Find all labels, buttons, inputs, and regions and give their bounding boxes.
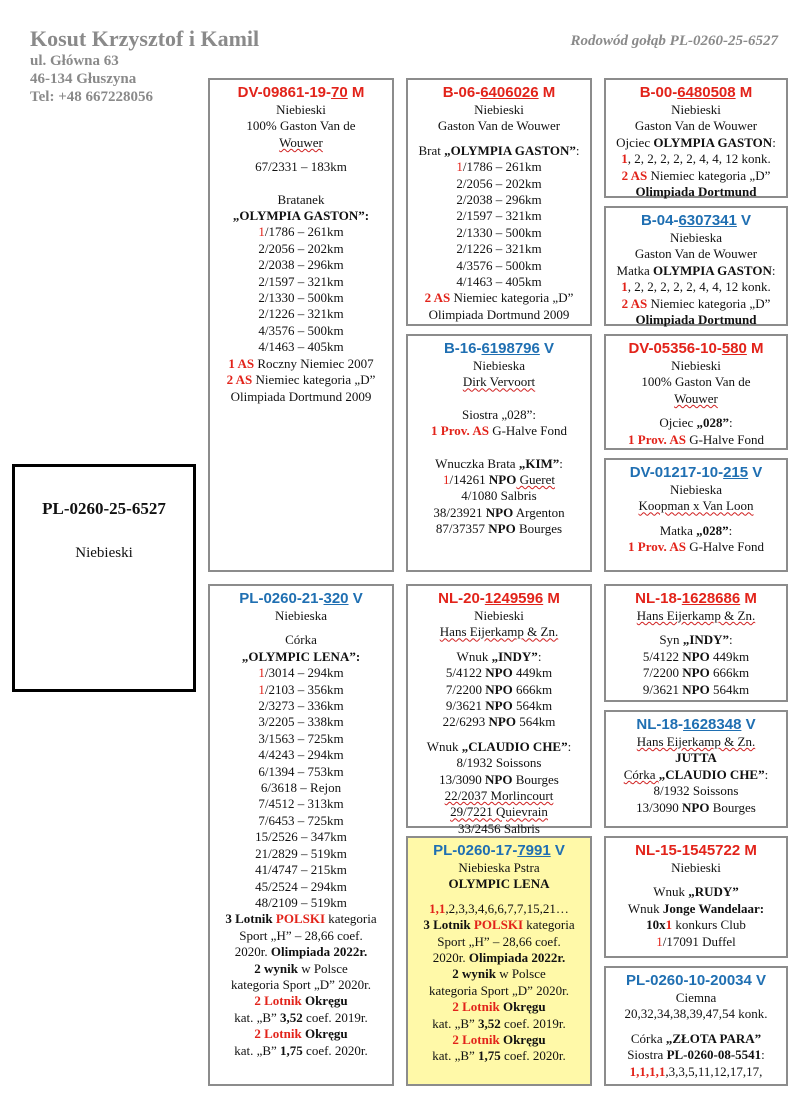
ffm-origin: Gaston Van de Wouwer [634,246,758,262]
mm-award-5: kategoria Sport „D” 2020r. [428,982,570,998]
mf-color: Niebieski [474,608,524,623]
mm-award-4: 2 wynik w Polsce [452,966,546,982]
mmm-box [604,966,788,1086]
mother-award-4: 2 wynik w Polsce [254,960,348,976]
fm-relation: Siostra „028”: [461,406,536,422]
ff-result-1: 1/1786 – 261km [456,159,542,175]
father-result-6: 2/1226 – 321km [258,306,344,322]
fmm-origin: Koopman x Van Loon [638,498,754,514]
mmm-color: Ciemna [675,990,717,1005]
father-olympiad: Olimpiada Dortmund 2009 [230,388,372,404]
mf-result-3: 9/3621 NPO 564km [445,698,553,714]
fff-box [604,78,788,198]
ff-result-3: 2/2038 – 296km [456,192,542,208]
mother-ring: PL-0260-21-320 V [239,590,363,607]
mfm-result-1: 8/1932 Soissons [653,783,739,799]
mf-result-5: 8/1932 Soissons [456,755,542,771]
fmf-box [604,334,788,450]
mfm-origin: Hans Eijerkamp & Zn. [636,734,756,749]
mother-relation: Córka [285,632,317,648]
fmf-as: 1 Prov. AS G-Halve Fond [628,431,764,447]
fmm-ring: DV-01217-10-215 V [629,464,763,481]
mother-result-11: 15/2526 – 347km [255,829,347,845]
fmm-as: 1 Prov. AS G-Halve Fond [628,539,764,555]
mm-award-8: 2 Lotnik Okręgu [452,1032,546,1048]
ff-result-7: 4/3576 – 500km [456,257,542,273]
mmf-result-2: 1/17091 Duffel [656,933,736,949]
mother-award-3: 2020r. Olimpiada 2022r. [234,944,368,960]
mother-award-2: Sport „H” – 28,66 coef. [239,927,363,943]
mf-ring: NL-20-1249596 M [438,590,560,607]
fm-result-1: 1/14261 NPO Gueret [443,472,555,488]
mff-relation: Syn „INDY”: [659,632,733,648]
mff-result-3: 9/3621 NPO 564km [642,681,750,697]
mm-award-2: Sport „H” – 28,66 coef. [437,933,561,949]
breeder-name: Kosut Krzysztof i Kamil [30,26,260,51]
mf-result-4: 22/6293 NPO 564km [442,714,556,730]
mfm-box [604,710,788,828]
father-as-1: 1 AS Roczny Niemiec 2007 [228,355,374,371]
ff-as-2: 2 AS Niemiec kategoria „D” [424,290,574,306]
father-result-3: 2/2038 – 296km [258,257,344,273]
fff-relation: Ojciec OLYMPIA GASTON: [616,134,776,150]
main-ring: PL-0260-25-6527 [42,499,166,518]
father-result-2: 2/2056 – 202km [258,240,344,256]
fff-origin: Gaston Van de Wouwer [634,118,758,134]
mf-result-8: 29/7221 Quievrain [450,804,548,820]
mmm-relation: Córka „ZŁOTA PARA” [630,1030,762,1046]
ff-relation: Brat „OLYMPIA GASTON”: [418,142,580,158]
mm-award-1: 3 Lotnik POLSKI kategoria [423,917,575,933]
mother-award-5: kategoria Sport „D” 2020r. [230,976,372,992]
mother-result-6: 4/4243 – 294km [258,747,344,763]
mmf-box [604,836,788,958]
mm-box [406,836,592,1086]
mother-result-2: 1/2103 – 356km [258,681,344,697]
fmm-relation: Matka „028”: [659,522,733,538]
fmm-color: Niebieska [670,482,722,497]
mother-award-7: kat. „B” 3,52 coef. 2019r. [234,1009,368,1025]
mother-result-9: 7/4512 – 313km [258,796,344,812]
mf-relation-2: Wnuk „CLAUDIO CHE”: [426,738,572,754]
fm-result-3: 38/23921 NPO Argenton [433,504,565,520]
fmf-origin-2: Wouwer [674,390,718,406]
father-result-5: 2/1330 – 500km [258,290,344,306]
father-color: Niebieski [276,102,326,117]
mfm-name: JUTTA [675,750,717,766]
mmm-results-2: 1,1,1,1,3,3,5,11,12,17,17, [629,1063,763,1079]
mmf-ring: NL-15-1545722 M [635,842,757,859]
mmf-relation: Wnuk „RUDY” [653,884,739,900]
mm-ring: PL-0260-17-7991 V [433,842,565,859]
mf-result-9: 33/2456 Salbris [458,820,540,836]
mm-results: 1,1,2,3,3,4,6,6,7,7,15,21… [429,900,569,916]
ffm-ring: B-04-6307341 V [640,212,752,229]
mm-name: OLYMPIC LENA [448,876,550,892]
father-result-1: 1/1786 – 261km [258,224,344,240]
fmf-relation: Ojciec „028”: [659,415,733,431]
mother-box [208,584,394,1086]
ffm-results: 1, 2, 2, 2, 2, 2, 4, 4, 12 konk. [621,279,771,295]
ff-result-6: 2/1226 – 321km [456,241,542,257]
fm-color: Niebieska [473,358,525,373]
mff-result-1: 5/4122 NPO 449km [642,648,750,664]
fff-as: 2 AS Niemiec kategoria „D” [621,167,771,183]
address-line-2: 46-134 Głuszyna [30,71,137,87]
mf-result-6: 13/3090 NPO Bourges [439,771,559,787]
fff-olympiad: Olimpiada Dortmund [635,184,757,200]
mother-result-13: 41/4747 – 215km [255,862,347,878]
ff-ring: B-06-6406026 M [442,84,556,101]
father-origin-2: Wouwer [279,134,323,150]
father-relation: Bratanek [277,191,325,207]
mm-award-6: 2 Lotnik Okręgu [452,999,546,1015]
mother-award-6: 2 Lotnik Okręgu [254,993,348,1009]
fmf-color: Niebieski [671,358,721,373]
mmm-ring: PL-0260-10-20034 V [625,972,767,989]
main-color: Niebieski [75,545,133,561]
ffm-olympiad: Olimpiada Dortmund [635,312,757,328]
fff-results: 1, 2, 2, 2, 2, 2, 4, 4, 12 konk. [621,151,771,167]
pedigree-title: Rodowód gołąb PL-0260-25-6527 [570,33,778,49]
mother-award-1: 3 Lotnik POLSKI kategoria [225,911,377,927]
mmf-result-1: 10x1 konkurs Club [646,917,746,933]
father-box [208,78,394,572]
fm-relation-2: Wnuczka Brata „KIM”: [435,455,563,471]
mff-origin: Hans Eijerkamp & Zn. [636,608,756,623]
father-relative-name: „OLYMPIA GASTON”: [232,208,370,224]
mf-origin: Hans Eijerkamp & Zn. [439,624,559,640]
ffm-box [604,206,788,326]
ff-result-4: 2/1597 – 321km [456,208,542,224]
father-ring: DV-09861-19-70 M [237,84,365,101]
father-origin: 100% Gaston Van de [246,118,356,134]
fm-origin: Dirk Vervoort [462,374,536,390]
mother-result-12: 21/2829 – 519km [255,845,347,861]
mf-result-7: 22/2037 Morlincourt [444,788,554,804]
mfm-result-2: 13/3090 NPO Bourges [636,799,756,815]
fmf-origin: 100% Gaston Van de [641,374,751,390]
father-result-7: 4/3576 – 500km [258,322,344,338]
mmm-relation-2: Siostra PL-0260-08-5541: [627,1047,765,1063]
fm-as: 1 Prov. AS G-Halve Fond [431,423,567,439]
mf-result-2: 7/2200 NPO 666km [445,681,553,697]
mfm-ring: NL-18-1628348 V [636,716,756,733]
fm-result-2: 4/1080 Salbris [461,488,537,504]
mff-box [604,584,788,702]
mm-color: Niebieska Pstra [458,860,540,875]
mm-award-9: kat. „B” 1,75 coef. 2020r. [432,1048,566,1064]
mff-result-2: 7/2200 NPO 666km [642,665,750,681]
mother-result-3: 2/3273 – 336km [258,698,344,714]
ff-box [406,78,592,326]
ff-origin: Gaston Van de Wouwer [437,118,561,134]
mf-box [406,584,592,836]
mother-relative-name: „OLYMPIC LENA”: [241,648,361,664]
mmf-relation-2: Wnuk Jonge Wandelaar: [627,900,765,916]
mf-result-1: 5/4122 NPO 449km [445,665,553,681]
ff-result-2: 2/2056 – 202km [456,175,542,191]
mother-result-15: 48/2109 – 519km [255,894,347,910]
ffm-as: 2 AS Niemiec kategoria „D” [621,295,771,311]
main-bird-box [12,464,196,692]
mff-ring: NL-18-1628686 M [635,590,757,607]
mother-result-14: 45/2524 – 294km [255,878,347,894]
mother-result-5: 3/1563 – 725km [258,730,344,746]
mf-relation: Wnuk „INDY”: [456,648,542,664]
mm-award-7: kat. „B” 3,52 coef. 2019r. [432,1015,566,1031]
father-as-2: 2 AS Niemiec kategoria „D” [226,372,376,388]
ff-olympiad: Olimpiada Dortmund 2009 [428,306,570,322]
phone: Tel: +48 667228056 [30,89,153,105]
mother-result-7: 6/1394 – 753km [258,763,344,779]
ffm-color: Niebieska [670,230,722,245]
fm-result-4: 87/37357 NPO Bourges [435,521,563,537]
mother-award-9: kat. „B” 1,75 coef. 2020r. [234,1042,368,1058]
mother-result-10: 7/6453 – 725km [258,812,344,828]
father-result-4: 2/1597 – 321km [258,273,344,289]
mother-result-8: 6/3618 – Rejon [260,780,342,796]
mmm-results: 20,32,34,38,39,47,54 konk. [624,1006,768,1022]
fmm-box [604,458,788,572]
fm-ring: B-16-6198796 V [443,340,555,357]
father-result-8: 4/1463 – 405km [258,339,344,355]
ffm-relation: Matka OLYMPIA GASTON: [616,262,776,278]
fff-ring: B-00-6480508 M [639,84,753,101]
fm-box [406,334,592,572]
mfm-relation: Córka „CLAUDIO CHE”: [623,766,769,782]
mother-color: Niebieska [275,608,327,623]
mm-award-3: 2020r. Olimpiada 2022r. [432,950,566,966]
address-line-1: ul. Główna 63 [30,53,119,69]
ff-result-5: 2/1330 – 500km [456,224,542,240]
ff-color: Niebieski [474,102,524,117]
father-result: 67/2331 – 183km [255,159,347,175]
mmf-color: Niebieski [671,860,721,875]
fff-color: Niebieski [671,102,721,117]
mother-result-1: 1/3014 – 294km [258,665,344,681]
mother-result-4: 3/2205 – 338km [258,714,344,730]
mother-award-8: 2 Lotnik Okręgu [254,1026,348,1042]
fmf-ring: DV-05356-10-580 M [628,340,764,357]
ff-result-8: 4/1463 – 405km [456,274,542,290]
